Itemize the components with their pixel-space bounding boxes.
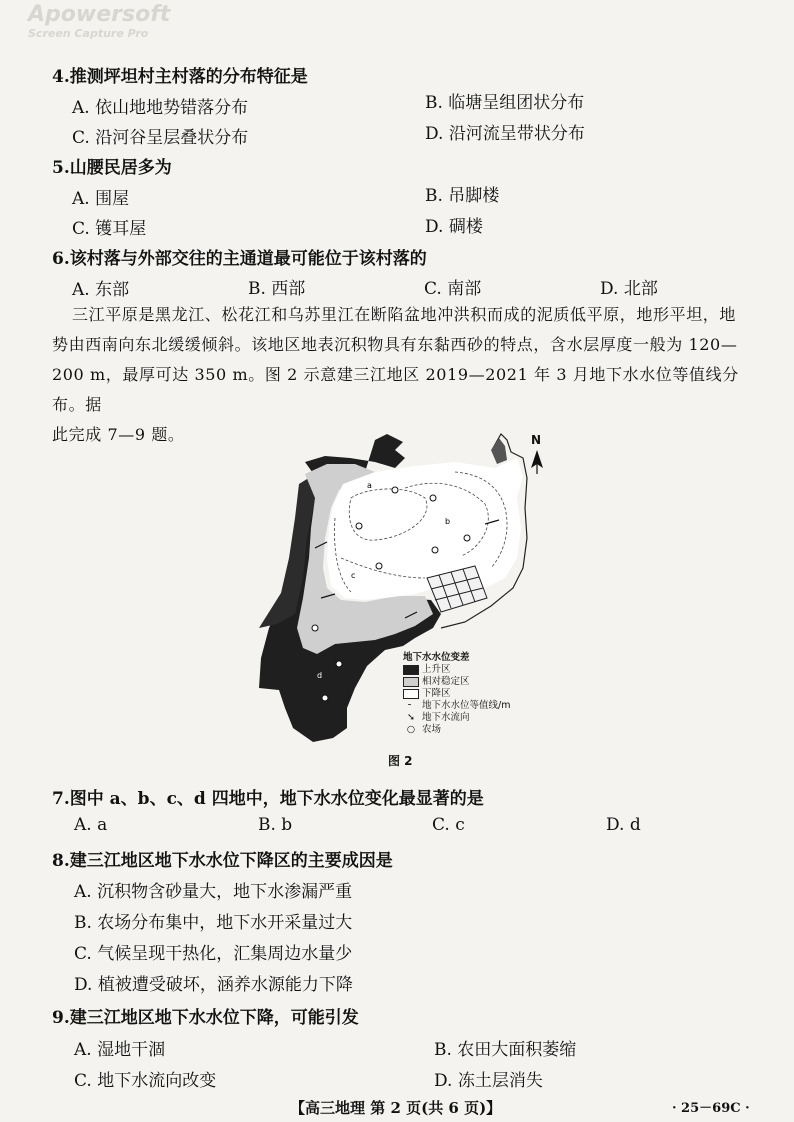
legend-fall	[403, 688, 510, 700]
question-6-option-a: A. 东部	[72, 280, 130, 300]
legend-fall-label: 下降区	[422, 688, 451, 699]
passage-line-2: 势由西南向东北缓缓倾斜。该地区地表沉积物具有东黏西砂的特点，含水层厚度一般为 120—	[52, 335, 738, 354]
map-point-c: c	[351, 571, 356, 580]
question-6-stem: 6.该村落与外部交往的主通道最可能位于该村落的	[52, 249, 427, 269]
legend-title: 地下水水位变差	[403, 652, 470, 663]
legend-contour	[403, 700, 510, 712]
question-4-option-b: B. 临塘呈组团状分布	[425, 93, 585, 113]
question-7-option-d: D. d	[606, 815, 641, 835]
question-5-option-d: D. 碉楼	[425, 217, 483, 237]
legend-farm-label: 农场	[422, 724, 442, 735]
question-8-option-a: A. 沉积物含砂量大，地下水渗漏严重	[74, 882, 353, 902]
question-7-option-c: C. c	[432, 815, 465, 835]
map-point-d: d	[317, 671, 323, 680]
ne-tip	[491, 438, 507, 464]
legend-flow-label: 地下水流向	[422, 712, 470, 723]
question-8-option-c: C. 气候呈现干热化，汇集周边水量少	[74, 944, 353, 964]
north-arrow-icon	[531, 433, 543, 474]
legend-contour-label: 地下水水位等值线/m	[422, 700, 511, 711]
question-8-stem: 8.建三江地区地下水水位下降区的主要成因是	[52, 851, 393, 871]
question-7-option-a: A. a	[74, 815, 108, 835]
question-8-option-d: D. 植被遭受破坏，涵养水源能力下降	[74, 975, 353, 995]
passage-line-3: 200 m，最厚可达 350 m。图 2 示意建三江地区 2019—2021 年 3 月地下水水位等值线分布。据	[52, 365, 739, 414]
question-4-option-d: D. 沿河流呈带状分布	[425, 124, 585, 144]
legend-fall-swatch	[403, 689, 419, 699]
farm-circle-icon: ○	[406, 724, 416, 735]
figure-caption: 图 2	[388, 754, 413, 768]
legend-flow	[403, 712, 510, 724]
question-9-stem: 9.建三江地区地下水水位下降，可能引发	[52, 1008, 359, 1028]
question-8-option-b: B. 农场分布集中，地下水开采量过大	[74, 913, 353, 933]
legend-stable-label: 相对稳定区	[422, 676, 470, 687]
legend-rise-label: 上升区	[422, 664, 451, 675]
north-label: N	[531, 433, 542, 447]
question-4-option-c: C. 沿河谷呈层叠状分布	[72, 128, 249, 148]
legend-farm	[403, 724, 510, 736]
map-legend	[403, 652, 510, 736]
legend-rise	[403, 664, 510, 676]
exam-code: · 25－69C ·	[672, 1101, 750, 1116]
question-6-option-d: D. 北部	[600, 279, 658, 299]
question-4-stem: 4.推测坪坦村主村落的分布特征是	[52, 67, 308, 87]
question-5-option-c: C. 镬耳屋	[72, 219, 147, 239]
map-point-b: b	[445, 517, 451, 526]
passage-line-4: 此完成 7—9 题。	[52, 425, 185, 444]
flow-arrow-icon: ➘	[407, 712, 415, 723]
fall-area	[327, 458, 523, 600]
page-footer: 【高三地理 第 2 页(共 6 页)】	[290, 1099, 502, 1117]
question-7-stem: 7.图中 a、b、c、d 四地中，地下水水位变化最显著的是	[52, 789, 484, 809]
question-6-option-b: B. 西部	[248, 279, 306, 299]
contour-line-icon: ╴	[408, 700, 414, 711]
legend-rise-swatch	[403, 665, 419, 675]
question-9-option-b: B. 农田大面积萎缩	[434, 1040, 577, 1060]
question-5-option-b: B. 吊脚楼	[425, 186, 500, 206]
passage-line-1: 三江平原是黑龙江、松花江和乌苏里江在断陷盆地冲洪积而成的泥质低平原，地形平坦，地	[72, 305, 737, 324]
map-point-a: a	[367, 481, 372, 490]
question-4-option-a: A. 依山地地势错落分布	[72, 98, 249, 118]
legend-stable-swatch	[403, 677, 419, 687]
question-9-option-c: C. 地下水流向改变	[74, 1071, 217, 1091]
question-6-option-c: C. 南部	[424, 279, 482, 299]
question-5-option-a: A. 围屋	[72, 189, 130, 209]
watermark-line1: Apowersoft	[28, 2, 171, 27]
question-9-option-a: A. 湿地干涸	[74, 1040, 166, 1060]
question-7-option-b: B. b	[258, 815, 293, 835]
question-9-option-d: D. 冻土层消失	[434, 1071, 543, 1091]
question-5-stem: 5.山腰民居多为	[52, 158, 172, 178]
legend-stable	[403, 676, 510, 688]
watermark	[28, 4, 170, 42]
watermark-line2: Screen Capture Pro	[28, 27, 149, 40]
